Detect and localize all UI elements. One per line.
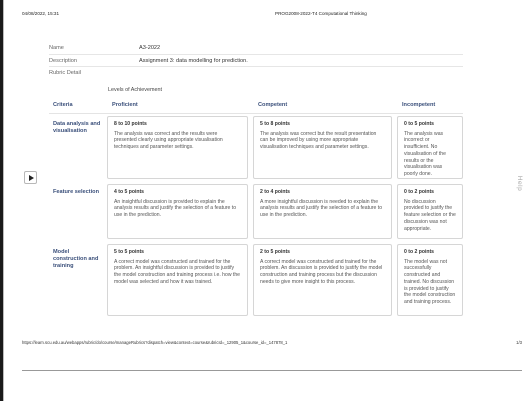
criteria-header: Criteria	[53, 102, 73, 108]
left-edge-rule-inner	[3, 0, 4, 401]
cell-description: No discussion provided to justify the feature selection or the discussion was not appropriate.	[404, 198, 456, 232]
cell-description: A more insightful discussion is needed to explain the analysis results and justify the selection of a feature to use in the prediction.	[260, 198, 383, 219]
incompetent-header: Incompetent	[402, 102, 436, 108]
rubric-table	[49, 99, 463, 305]
name-label: Name	[49, 45, 64, 51]
points-label: 4 to 5 points	[114, 189, 144, 195]
expand-sidebar-button[interactable]	[24, 171, 37, 184]
description-label: Description	[49, 57, 77, 64]
incompetent-cell	[397, 116, 463, 179]
points-label: 5 to 5 points	[114, 249, 144, 255]
points-label: 0 to 5 points	[404, 121, 434, 127]
description-row	[49, 55, 463, 68]
help-tab[interactable]: Help	[515, 175, 523, 192]
criteria-name: Feature selection	[53, 189, 100, 195]
points-label: 2 to 5 points	[260, 249, 290, 255]
cell-description: The analysis was correct but the result presentation can be improved by using more appropriate visualisation techniques and parameter settings.	[260, 130, 377, 151]
cell-description: The analysis was incorrect or insufficient. No visualisation of the results or the visualisation was poorly done.	[404, 130, 446, 177]
print-title: PROG2008-2022-T4 Computational Thinking	[275, 11, 367, 16]
play-triangle-icon	[29, 175, 34, 181]
print-date: 04/08/2022, 15:31	[22, 11, 60, 16]
competent-header: Competent	[258, 102, 288, 108]
proficient-cell	[107, 244, 248, 316]
levels-of-achievement-label: Levels of Achievement	[108, 87, 162, 93]
points-label: 2 to 4 points	[260, 189, 290, 195]
proficient-cell	[107, 116, 248, 179]
cell-description: A correct model was constructed and trained for the problem. An insightful discussion is provided to justify the model construction and training process i.e. how the model was selected and how it was trained.	[114, 258, 241, 285]
description-value: Assignment 3: data modelling for prediction.	[139, 57, 248, 64]
criteria-name: Data analysis and visualisation	[53, 121, 101, 134]
cell-description: A correct model was constructed and trained for the problem. An discussion is provided to justify the model construction and training process but the discussion needs to give more insight to this process.	[260, 258, 383, 285]
incompetent-cell	[397, 184, 463, 239]
points-label: 5 to 8 points	[260, 121, 290, 127]
rubric-detail-row	[49, 67, 463, 80]
criteria-name: Model construction and training	[53, 249, 99, 269]
name-row	[49, 42, 463, 55]
competent-cell	[253, 244, 392, 316]
rubric-detail-label: Rubric Detail	[49, 70, 82, 76]
points-label: 0 to 2 points	[404, 189, 434, 195]
cell-description: An insightful discussion is provided to explain the analysis results and justify the selection of a feature to use in the prediction.	[114, 198, 237, 219]
proficient-cell	[107, 184, 248, 239]
rubric-info	[49, 42, 463, 80]
print-header	[22, 11, 510, 21]
rubric-header-row	[49, 99, 463, 114]
print-url: https://learn.scu.edu.au/webapps/rubric/do/course/manageRubrics?dispatch=view&context=course&rubricId=_12905_1&course_id=_147878_1	[22, 340, 288, 345]
competent-cell	[253, 184, 392, 239]
bottom-rule	[22, 370, 522, 371]
cell-description: The model was not successfully constructed and trained. No discussion is provided to justify the model construction and training process.	[404, 258, 456, 305]
points-label: 0 to 2 points	[404, 249, 434, 255]
competent-cell	[253, 116, 392, 179]
name-value: A3-2022	[139, 45, 161, 51]
cell-description: The analysis was correct and the results were presented clearly using appropriate visualisation techniques and parameter settings.	[114, 130, 223, 151]
proficient-header: Proficient	[112, 102, 138, 108]
points-label: 8 to 10 points	[114, 121, 147, 127]
page-number: 1/3	[516, 340, 522, 345]
incompetent-cell	[397, 244, 463, 316]
